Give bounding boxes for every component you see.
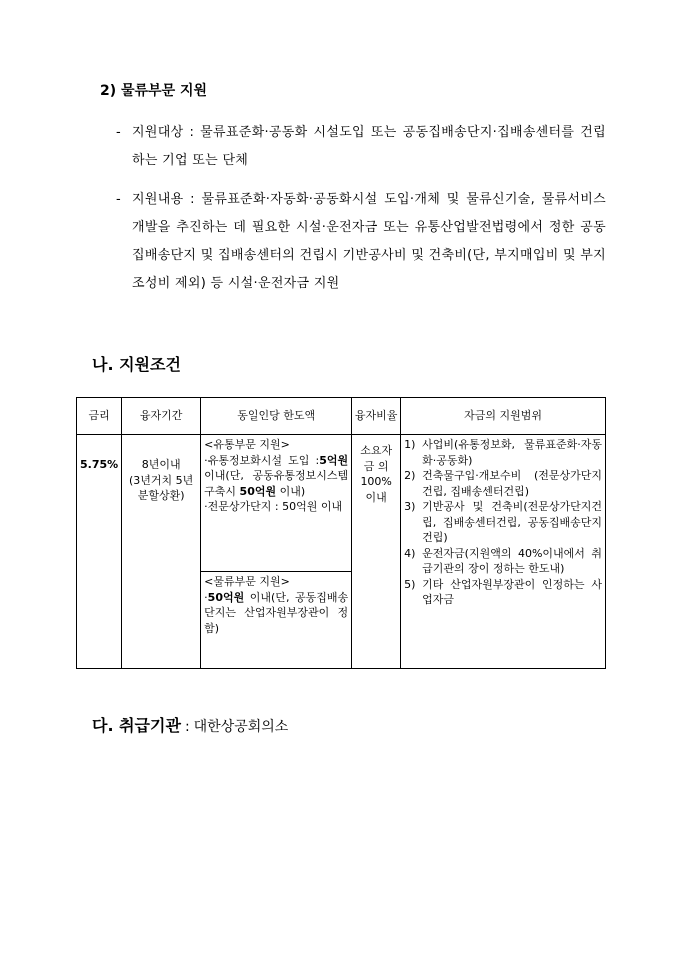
- scope-text: 사업비(유통정보화, 물류표준화·자동화·공동화): [422, 438, 602, 467]
- support-conditions-table: [76, 397, 606, 669]
- amount-50: 50억원: [239, 484, 277, 498]
- item-prefix: ·: [204, 590, 208, 604]
- header-rate: 금리: [77, 398, 122, 435]
- amount-50: 50억원: [207, 590, 245, 604]
- list-item: [404, 468, 602, 499]
- scope-num: 5): [404, 577, 416, 591]
- handling-institution: 대한상공회의소: [193, 719, 289, 735]
- rate-cell: 5.75%: [77, 435, 122, 669]
- table-header-row: [77, 398, 606, 435]
- bullet-target: [116, 119, 606, 175]
- item-end: 이내): [276, 484, 306, 498]
- limit-distribution-heading: <유통부문 지원>: [204, 438, 290, 451]
- header-scope: 자금의 지원범위: [401, 398, 606, 435]
- bullet-dash: -: [116, 125, 121, 140]
- scope-text: 기타 산업자원부장관이 인정하는 사업자금: [422, 577, 602, 606]
- scope-num: 4): [404, 546, 416, 560]
- item-rest: 이내(단, 공동집배송단지는 산업자원부장관이 정함): [204, 590, 349, 635]
- list-item: [404, 437, 602, 468]
- period-line-1: 8년이내: [141, 458, 181, 471]
- scope-num: 2): [404, 469, 416, 482]
- list-item: [404, 546, 602, 577]
- limit-logistics-cell: [201, 572, 352, 669]
- list-item: [404, 499, 602, 546]
- section-da-title: 다. 취급기관: [92, 716, 181, 735]
- section-na-title: 나. 지원조건: [92, 355, 181, 374]
- limit-logistics-heading: <물류부문 지원>: [204, 575, 290, 588]
- header-limit: 동일인당 한도액: [201, 398, 352, 435]
- section-da: [92, 713, 288, 736]
- scope-num: 1): [404, 438, 416, 451]
- ratio-cell: 소요자금 의 100% 이내: [352, 435, 401, 669]
- period-line-2: (3년거치 5년 분할상환): [129, 473, 194, 502]
- scope-cell: [401, 435, 606, 669]
- scope-num: 3): [404, 500, 416, 513]
- bullet-target-text: 지원대상 : 물류표준화·공동화 시설도입 또는 공동집배송단지·집배송센터를 건립하는 기업 또는 단체: [132, 125, 606, 168]
- period-cell: [122, 435, 201, 669]
- limit-logistics-item: [204, 590, 348, 637]
- limit-distribution-item-1: [204, 453, 348, 500]
- section-2-title: 2) 물류부문 지원: [100, 83, 208, 99]
- limit-distribution-cell: [201, 435, 352, 572]
- section-da-colon: :: [184, 719, 190, 735]
- header-ratio: 융자비율: [352, 398, 401, 435]
- scope-text: 운전자금(지원액의 40%이내에서 취급기관의 장이 정하는 한도내): [422, 546, 602, 575]
- item-prefix: ·유통정보화시설 도입 :: [204, 453, 320, 467]
- table-row: [77, 435, 606, 572]
- amount-5: 5억원: [319, 453, 349, 467]
- scope-text: 건축물구입·개보수비 (전문상가단지건립, 집배송센터건립): [422, 469, 602, 498]
- scope-text: 기반공사 및 건축비(전문상가단지건립, 집배송센터건립, 공동집배송단지건립): [422, 500, 602, 544]
- item-rest: 이내(단, 공동유통정보시스템구축시: [204, 469, 349, 498]
- header-period: 융자기간: [122, 398, 201, 435]
- bullet-content: [116, 186, 606, 298]
- bullet-content-text: 지원내용 : 물류표준화·자동화·공동화시설 도입·개체 및 물류신기술, 물류서비스 개발을 추진하는 데 필요한 시설·운전자금 또는 유통산업발전법령에서 정한 공동집배송단지 및 집배송센터의 건립시 기반공사비 및 건축비(단, 부지매입비 및 부지조성비 제외) 등 시설·운전자금 지원: [132, 192, 607, 291]
- limit-distribution-item-2: ·전문상가단지 : 50억원 이내: [204, 500, 343, 513]
- list-item: [404, 577, 602, 608]
- bullet-dash: -: [116, 192, 121, 207]
